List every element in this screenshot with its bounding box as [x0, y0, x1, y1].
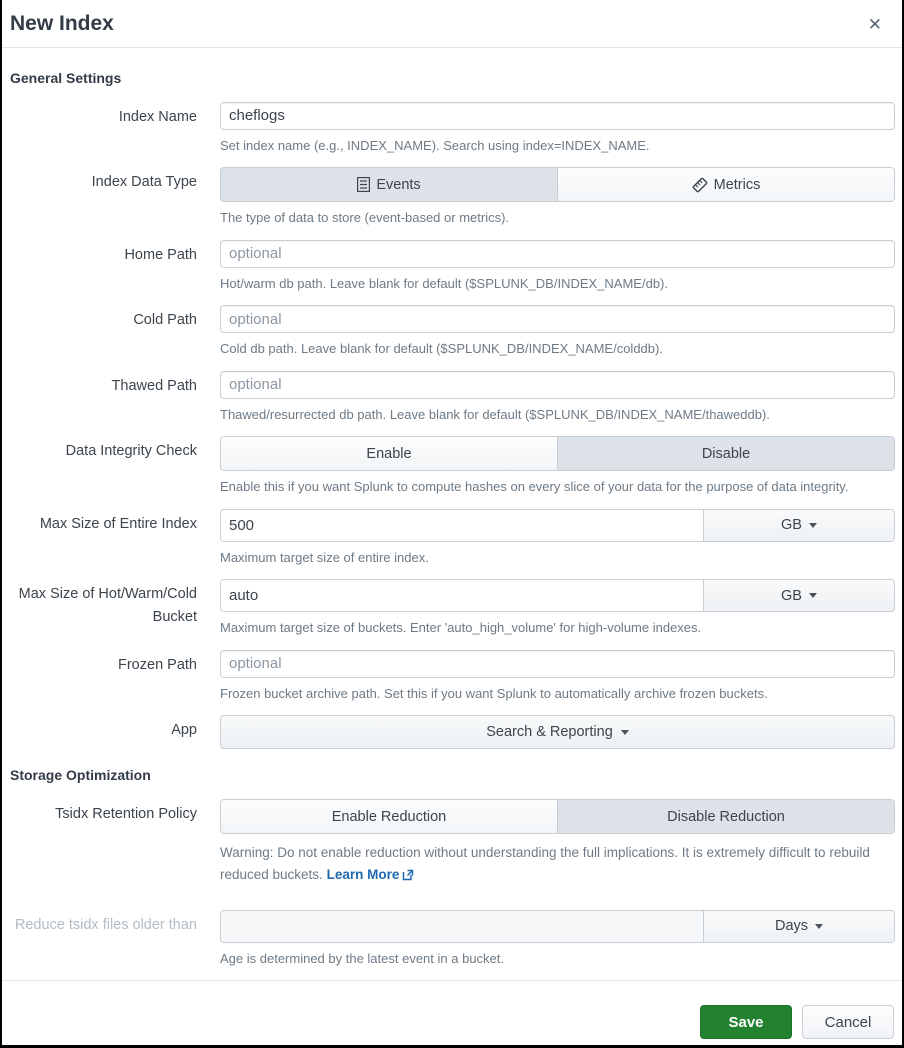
- events-toggle-label: Events: [376, 176, 421, 193]
- max-size-index-unit-dropdown[interactable]: [703, 510, 894, 541]
- row-max-size-index: [10, 509, 895, 568]
- data-integrity-toggle: [220, 436, 895, 471]
- thawed-path-help: Thawed/resurrected db path. Leave blank for default ($SPLUNK_DB/INDEX_NAME/thaweddb).: [220, 406, 770, 422]
- frozen-path-label: Frozen Path: [118, 656, 197, 673]
- tsidx-policy-label: Tsidx Retention Policy: [55, 806, 197, 823]
- save-button[interactable]: Save: [700, 1005, 792, 1039]
- row-tsidx-policy: [10, 799, 895, 897]
- home-path-label: Home Path: [124, 246, 197, 263]
- thawed-path-input[interactable]: [220, 371, 895, 399]
- index-name-input[interactable]: [220, 102, 895, 130]
- external-link-icon: [402, 866, 414, 888]
- row-thawed-path: [10, 371, 895, 425]
- data-integrity-label: Data Integrity Check: [65, 443, 197, 460]
- max-size-bucket-help: Maximum target size of buckets. Enter 'auto_high_volume' for high-volume indexes.: [220, 620, 702, 636]
- data-integrity-help: Enable this if you want Splunk to compute hashes on every slice of your data for the purpose of data integrity.: [220, 479, 849, 495]
- index-data-type-label: Index Data Type: [91, 174, 197, 191]
- enable-reduction-label: Enable Reduction: [331, 808, 447, 825]
- dialog-body: [2, 48, 902, 980]
- reduce-tsidx-unit-label: Days: [774, 918, 809, 934]
- max-size-bucket-unit-label: GB: [781, 587, 802, 604]
- max-size-index-help: Maximum target size of entire index.: [220, 549, 429, 565]
- max-size-index-field: [220, 509, 895, 542]
- thawed-path-label: Thawed Path: [111, 377, 197, 394]
- dialog-header: [2, 0, 902, 48]
- data-integrity-disable-label: Disable: [701, 445, 751, 462]
- row-max-size-bucket: [10, 579, 895, 638]
- frozen-path-input[interactable]: [220, 650, 895, 678]
- reduce-tsidx-help: Age is determined by the latest event in a bucket.: [220, 950, 505, 966]
- data-integrity-enable-label: Enable: [366, 445, 412, 462]
- metrics-toggle-label: Metrics: [713, 176, 761, 193]
- max-size-index-label: Max Size of Entire Index: [39, 515, 197, 532]
- index-data-type-toggle: [220, 167, 895, 202]
- cancel-button[interactable]: Cancel: [802, 1005, 894, 1039]
- row-cold-path: [10, 305, 895, 359]
- app-dropdown-value: Search & Reporting: [486, 724, 613, 741]
- tsidx-warning-text: [220, 842, 895, 887]
- events-toggle-button[interactable]: [221, 168, 557, 201]
- frozen-path-help: Frozen bucket archive path. Set this if you want Splunk to automatically archive frozen buckets.: [220, 685, 768, 701]
- data-integrity-enable-button[interactable]: [221, 437, 557, 470]
- max-size-bucket-input[interactable]: [221, 580, 703, 611]
- max-size-index-input[interactable]: [221, 510, 703, 541]
- disable-reduction-button[interactable]: [557, 800, 894, 833]
- section-storage-optimization: Storage Optimization: [10, 767, 151, 784]
- app-label: App: [171, 722, 197, 739]
- max-size-bucket-unit-dropdown[interactable]: [703, 580, 894, 611]
- cold-path-help: Cold db path. Leave blank for default ($SPLUNK_DB/INDEX_NAME/colddb).: [220, 341, 663, 357]
- index-name-label: Index Name: [118, 108, 197, 125]
- row-frozen-path: [10, 650, 895, 704]
- data-integrity-disable-button[interactable]: [557, 437, 894, 470]
- index-name-help: Set index name (e.g., INDEX_NAME). Search using index=INDEX_NAME.: [220, 137, 650, 153]
- home-path-help: Hot/warm db path. Leave blank for default ($SPLUNK_DB/INDEX_NAME/db).: [220, 275, 668, 291]
- row-data-integrity: [10, 436, 895, 497]
- caret-down-icon: [809, 523, 817, 528]
- dialog-title: New Index: [10, 12, 114, 35]
- learn-more-link[interactable]: Learn More: [326, 866, 400, 882]
- disable-reduction-label: Disable Reduction: [667, 808, 785, 825]
- row-app: [10, 715, 895, 749]
- metrics-toggle-button[interactable]: [557, 168, 894, 201]
- enable-reduction-button[interactable]: [221, 800, 557, 833]
- row-reduce-tsidx: [10, 910, 895, 969]
- events-list-icon: [357, 177, 370, 192]
- row-index-name: [10, 102, 895, 156]
- metrics-ruler-icon: [692, 177, 708, 193]
- max-size-bucket-field: [220, 579, 895, 612]
- tsidx-policy-toggle: [220, 799, 895, 834]
- caret-down-icon: [621, 730, 629, 735]
- max-size-bucket-label: Max Size of Hot/Warm/Cold Bucket: [18, 586, 197, 625]
- dialog-footer: [2, 980, 902, 1045]
- caret-down-icon: [809, 593, 817, 598]
- reduce-tsidx-field: [220, 910, 895, 943]
- row-index-data-type: [10, 167, 895, 228]
- reduce-tsidx-label: Reduce tsidx files older than: [14, 916, 197, 933]
- app-dropdown[interactable]: [220, 715, 895, 749]
- home-path-input[interactable]: [220, 240, 895, 268]
- section-general-settings: General Settings: [10, 69, 122, 86]
- reduce-tsidx-input: [221, 911, 703, 942]
- close-icon[interactable]: ✕: [860, 10, 890, 39]
- cold-path-label: Cold Path: [133, 312, 197, 329]
- caret-down-icon: [815, 924, 823, 929]
- row-home-path: [10, 240, 895, 294]
- tsidx-warning-body: Warning: Do not enable reduction without understanding the full implications. It is extremely difficult to rebuild reduced buckets.: [220, 845, 870, 882]
- max-size-index-unit-label: GB: [781, 517, 802, 534]
- index-data-type-help: The type of data to store (event-based or metrics).: [220, 210, 510, 226]
- reduce-tsidx-unit-dropdown[interactable]: [703, 911, 894, 942]
- cold-path-input[interactable]: [220, 305, 895, 333]
